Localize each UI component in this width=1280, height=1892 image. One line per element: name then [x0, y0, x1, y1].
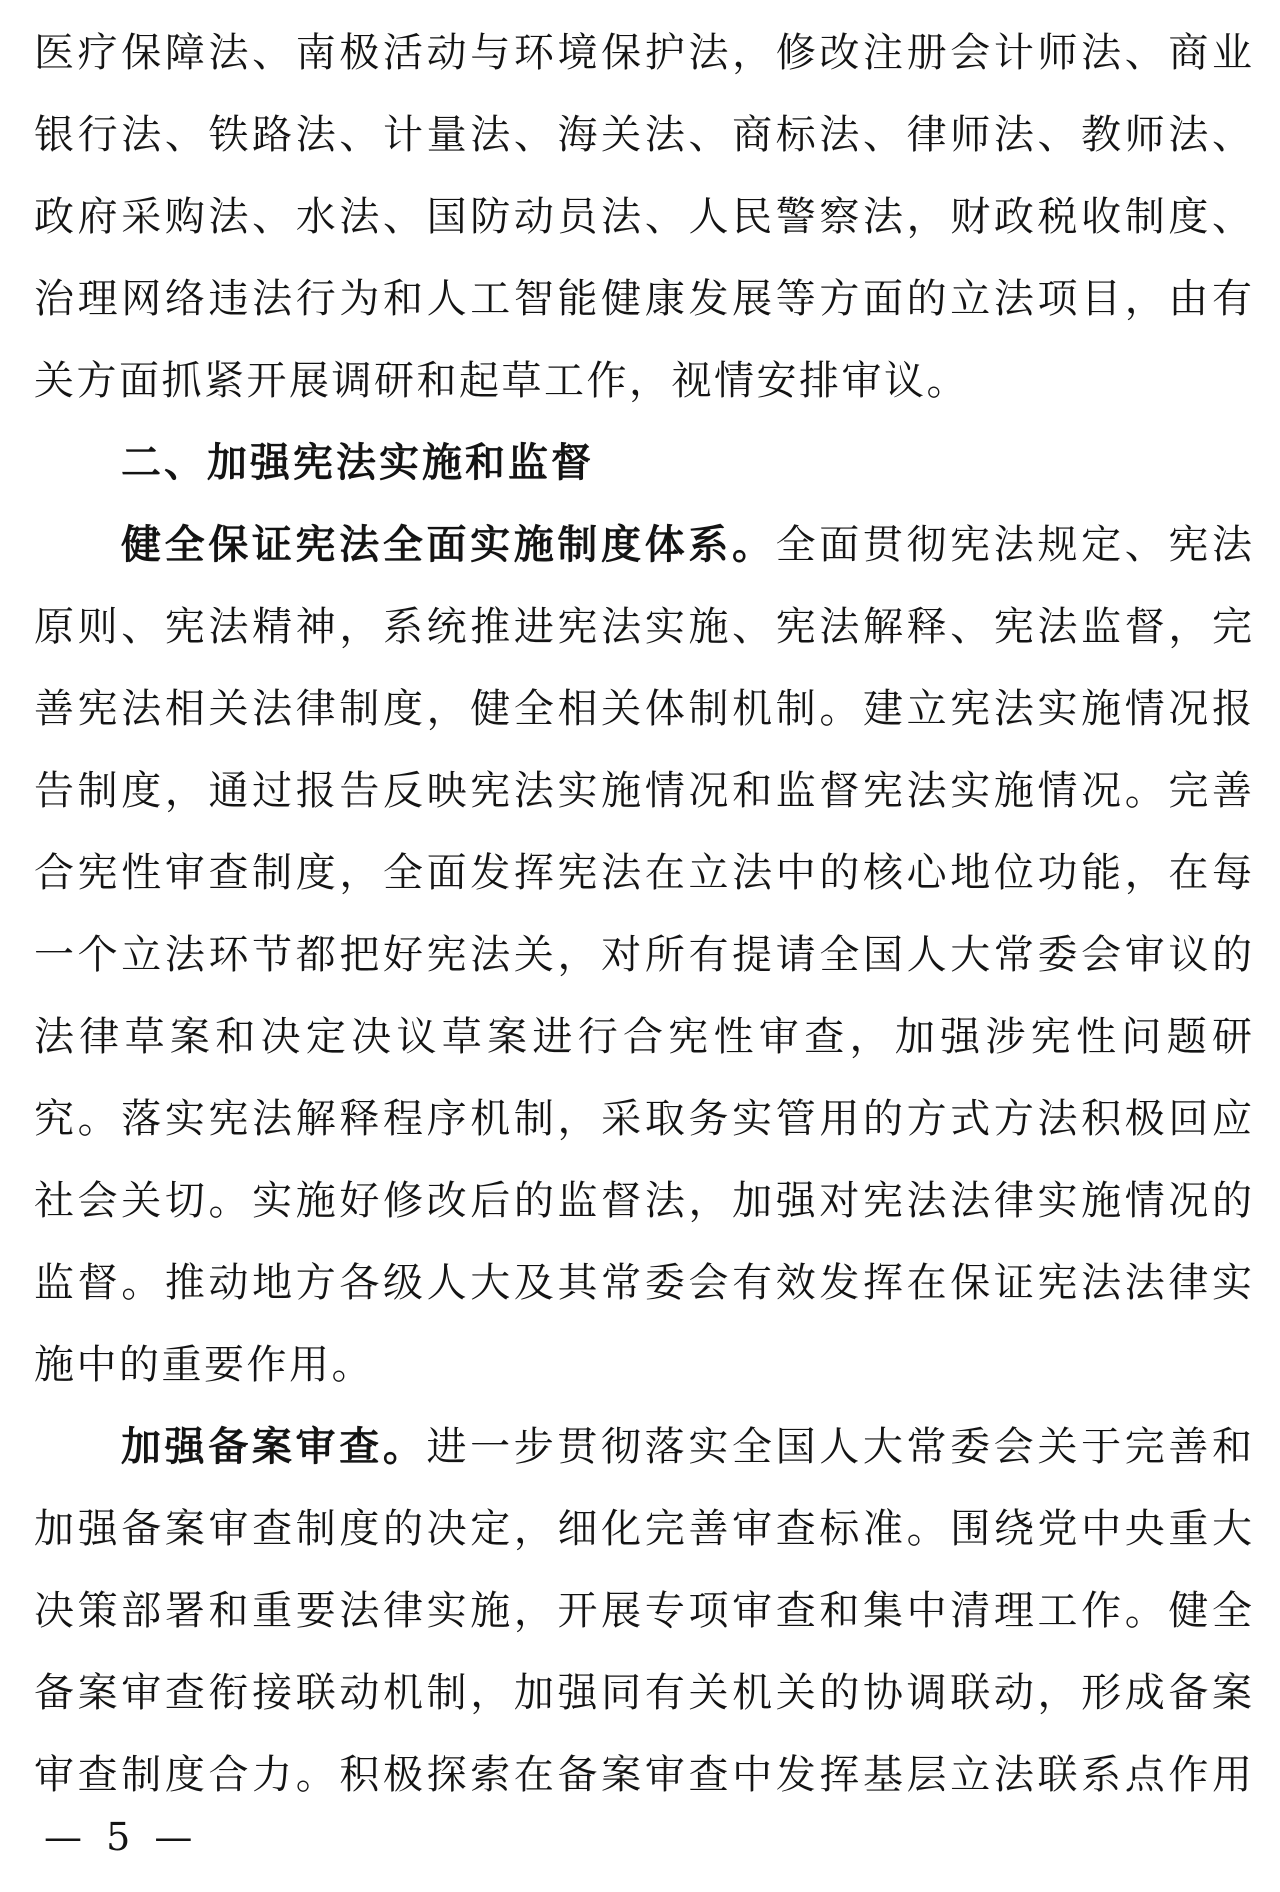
page-number: — 5 — — [44, 1815, 199, 1859]
filing-paragraph-line: 备案审查衔接联动机制，加强同有关机关的协调联动，形成备案 — [34, 1670, 1252, 1716]
filing-paragraph-first-line-text: 进一步贯彻落实全国人大常委会关于完善和 — [426, 1424, 1252, 1470]
constitution-paragraph-line: 合宪性审查制度，全面发挥宪法在立法中的核心地位功能，在每 — [34, 850, 1252, 896]
filing-paragraph-line: 决策部署和重要法律实施，开展专项审查和集中清理工作。健全 — [34, 1588, 1252, 1634]
intro-line: 关方面抓紧开展调研和起草工作，视情安排审议。 — [34, 358, 969, 404]
intro-line: 医疗保障法、南极活动与环境保护法，修改注册会计师法、商业 — [34, 30, 1252, 76]
constitution-paragraph-line: 法律草案和决定决议草案进行合宪性审查，加强涉宪性问题研 — [34, 1014, 1252, 1060]
intro-line: 治理网络违法行为和人工智能健康发展等方面的立法项目，由有 — [34, 276, 1252, 322]
intro-line: 政府采购法、水法、国防动员法、人民警察法，财政税收制度、 — [34, 194, 1252, 240]
constitution-paragraph-line: 善宪法相关法律制度，健全相关体制机制。建立宪法实施情况报 — [34, 686, 1252, 732]
body-text — [34, 12, 1252, 1816]
constitution-paragraph-first-line — [34, 504, 1252, 586]
constitution-paragraph-line: 施中的重要作用。 — [34, 1342, 374, 1388]
constitution-paragraph-first-line-text: 全面贯彻宪法规定、宪法 — [775, 522, 1252, 568]
filing-paragraph-first-line — [34, 1406, 1252, 1488]
constitution-paragraph-line: 究。落实宪法解释程序机制，采取务实管用的方式方法积极回应 — [34, 1096, 1252, 1142]
constitution-paragraph-line: 社会关切。实施好修改后的监督法，加强对宪法法律实施情况的 — [34, 1178, 1252, 1224]
filing-paragraph-lead: 加强备案审查。 — [121, 1423, 427, 1470]
constitution-paragraph-line: 原则、宪法精神，系统推进宪法实施、宪法解释、宪法监督，完 — [34, 604, 1252, 650]
intro-line: 银行法、铁路法、计量法、海关法、商标法、律师法、教师法、 — [34, 112, 1252, 158]
constitution-paragraph-line: 监督。推动地方各级人大及其常委会有效发挥在保证宪法法律实 — [34, 1260, 1252, 1306]
constitution-paragraph-line: 一个立法环节都把好宪法关，对所有提请全国人大常委会审议的 — [34, 932, 1252, 978]
filing-paragraph-line: 审查制度合力。积极探索在备案审查中发挥基层立法联系点作用 — [34, 1752, 1252, 1798]
constitution-paragraph-lead: 健全保证宪法全面实施制度体系。 — [121, 521, 776, 568]
constitution-paragraph-line: 告制度，通过报告反映宪法实施情况和监督宪法实施情况。完善 — [34, 768, 1252, 814]
filing-paragraph-line: 加强备案审查制度的决定，细化完善审查标准。围绕党中央重大 — [34, 1506, 1252, 1552]
section-heading: 二、加强宪法实施和监督 — [121, 440, 594, 486]
